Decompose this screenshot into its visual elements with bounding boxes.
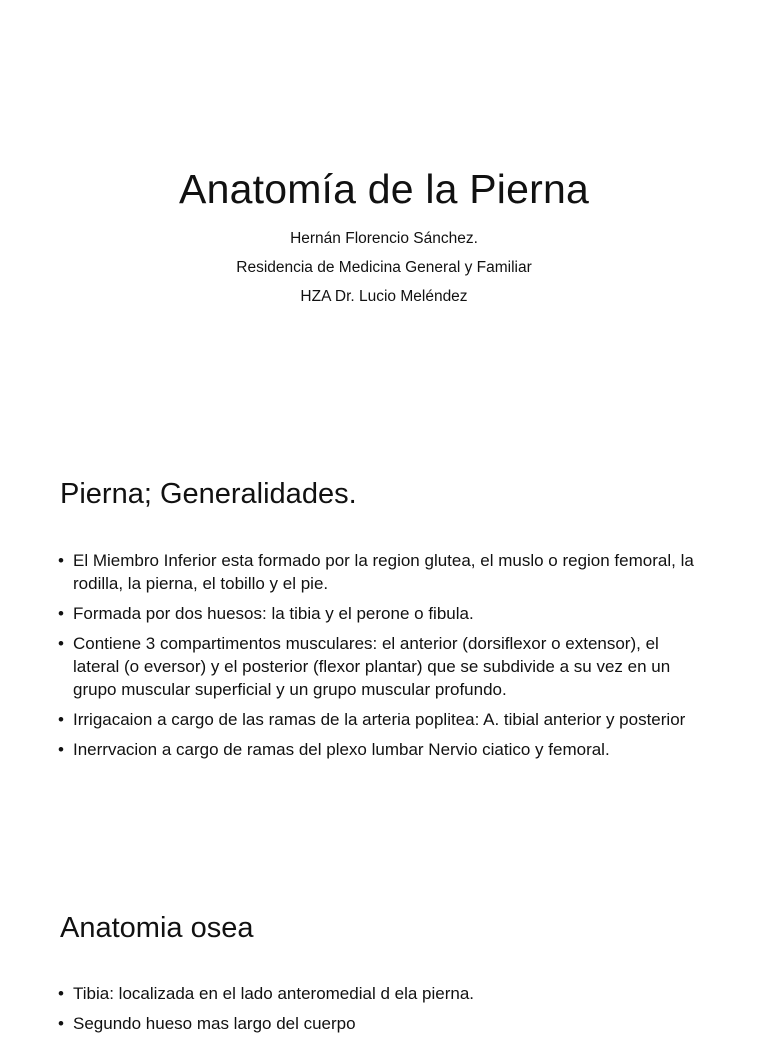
bullet-icon: • [58, 634, 64, 653]
bullet-text: Irrigacaion a cargo de las ramas de la arteria poplitea: A. tibial anterior y posterior [73, 710, 686, 729]
bullet-icon: • [58, 984, 64, 1003]
bullet-list [58, 982, 708, 1042]
bullet-text: Formada por dos huesos: la tibia y el perone o fibula. [73, 604, 474, 623]
bullet-item [58, 738, 708, 761]
bullet-text: Segundo hueso mas largo del cuerpo [73, 1014, 356, 1033]
bullet-item [58, 708, 708, 731]
slide-heading: Anatomia osea [60, 912, 254, 944]
bullet-item [58, 982, 708, 1005]
bullet-list [58, 549, 708, 768]
bullet-icon: • [58, 551, 64, 570]
bullet-icon: • [58, 604, 64, 623]
anatomia-osea-slide [0, 890, 768, 1033]
bullet-item [58, 632, 708, 701]
hospital-name: HZA Dr. Lucio Meléndez [300, 288, 468, 305]
bullet-text: Tibia: localizada en el lado anteromedial d ela pierna. [73, 984, 475, 1003]
author-name: Hernán Florencio Sánchez. [290, 230, 478, 247]
bullet-item [58, 549, 708, 595]
residency-name: Residencia de Medicina General y Familiar [236, 259, 532, 276]
generalidades-slide [0, 430, 768, 890]
slide-heading: Pierna; Generalidades. [60, 478, 357, 510]
bullet-text: Contiene 3 compartimentos musculares: el anterior (dorsiflexor o extensor), el lateral (o eversor) y el posterior (flexor plantar) que se subdivide a su vez en un grupo muscular superficial y un grupo muscular profundo. [73, 634, 671, 699]
bullet-text: Inerrvacion a cargo de ramas del plexo lumbar Nervio ciatico y femoral. [73, 740, 610, 759]
bullet-text: El Miembro Inferior esta formado por la region glutea, el muslo o region femoral, la rodilla, la pierna, el tobillo y el pie. [73, 551, 694, 593]
bullet-item [58, 602, 708, 625]
title-slide [0, 0, 768, 430]
presentation-title: Anatomía de la Pierna [179, 166, 589, 212]
bullet-icon: • [58, 710, 64, 729]
bullet-icon: • [58, 1014, 64, 1033]
bullet-icon: • [58, 740, 64, 759]
